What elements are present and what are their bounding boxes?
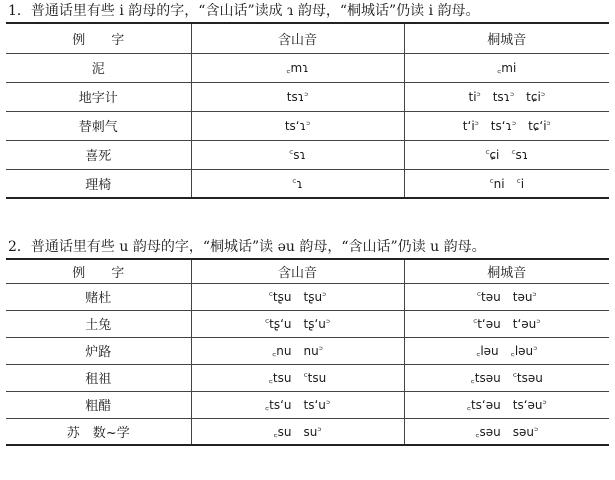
table-row bbox=[6, 140, 609, 169]
hanshan-pron-cell: ꜂ɿ bbox=[191, 169, 404, 198]
tongcheng-pron-cell: ꜀tsʻəu tsʻəu꜄ bbox=[404, 391, 609, 418]
section2-heading: 2．普通话里有些 u 韵母的字，“桐城话”读 əu 韵母，“含山话”仍读 u 韵母。 bbox=[8, 239, 486, 255]
column-header-hanshan: 含山音 bbox=[191, 259, 404, 283]
column-header-example: 例 字 bbox=[6, 23, 191, 53]
example-chars-cell: 地字计 bbox=[6, 82, 191, 111]
tongcheng-pron-cell: ꜂təu təu꜄ bbox=[404, 283, 609, 310]
table-header-row bbox=[6, 23, 609, 53]
table-row bbox=[6, 418, 609, 445]
table-row bbox=[6, 310, 609, 337]
column-header-example: 例 字 bbox=[6, 259, 191, 283]
example-chars-cell: 泥 bbox=[6, 53, 191, 82]
hanshan-pron-cell: tsʻɿ꜄ bbox=[191, 111, 404, 140]
hanshan-pron-cell: ꜀tsu ꜂tsu bbox=[191, 364, 404, 391]
section1-table bbox=[6, 22, 609, 199]
table-row bbox=[6, 337, 609, 364]
section2-table bbox=[6, 258, 609, 446]
hanshan-pron-cell: ꜂sɿ bbox=[191, 140, 404, 169]
hanshan-pron-cell: ꜀tsʻu tsʻu꜄ bbox=[191, 391, 404, 418]
example-chars-cell: 喜死 bbox=[6, 140, 191, 169]
column-header-tongcheng: 桐城音 bbox=[404, 259, 609, 283]
example-chars-cell: 理椅 bbox=[6, 169, 191, 198]
hanshan-pron-cell: ꜀mɿ bbox=[191, 53, 404, 82]
tongcheng-pron-cell: ti꜄ tsɿ꜄ tɕi꜄ bbox=[404, 82, 609, 111]
hanshan-pron-cell: tsɿ꜄ bbox=[191, 82, 404, 111]
tongcheng-pron-cell: ꜀ləu ꜀ləu꜄ bbox=[404, 337, 609, 364]
column-header-tongcheng: 桐城音 bbox=[404, 23, 609, 53]
tongcheng-pron-cell: ꜂tʻəu tʻəu꜄ bbox=[404, 310, 609, 337]
example-chars-cell: 粗醋 bbox=[6, 391, 191, 418]
example-chars-cell: 替刺气 bbox=[6, 111, 191, 140]
table-row bbox=[6, 169, 609, 198]
example-chars-cell: 租祖 bbox=[6, 364, 191, 391]
table-row bbox=[6, 53, 609, 82]
tongcheng-pron-cell: ꜂ɕi ꜂sɿ bbox=[404, 140, 609, 169]
section1-heading: 1．普通话里有些 i 韵母的字，“含山话”读成 ɿ 韵母，“桐城话”仍读 i 韵母。 bbox=[8, 3, 480, 19]
hanshan-pron-cell: ꜂tʂʻu tʂʻu꜄ bbox=[191, 310, 404, 337]
table-row bbox=[6, 364, 609, 391]
table-row bbox=[6, 111, 609, 140]
tongcheng-pron-cell: tʻi꜄ tsʻɿ꜄ tɕʻi꜄ bbox=[404, 111, 609, 140]
tongcheng-pron-cell: ꜂ni ꜂i bbox=[404, 169, 609, 198]
tongcheng-pron-cell: ꜀tsəu ꜂tsəu bbox=[404, 364, 609, 391]
table-row bbox=[6, 82, 609, 111]
tongcheng-pron-cell: ꜀səu səu꜄ bbox=[404, 418, 609, 445]
column-header-hanshan: 含山音 bbox=[191, 23, 404, 53]
hanshan-pron-cell: ꜀su su꜄ bbox=[191, 418, 404, 445]
tongcheng-pron-cell: ꜀mi bbox=[404, 53, 609, 82]
example-chars-cell: 苏 数~学 bbox=[6, 418, 191, 445]
hanshan-pron-cell: ꜀nu nu꜄ bbox=[191, 337, 404, 364]
example-chars-cell: 赌杜 bbox=[6, 283, 191, 310]
table-row bbox=[6, 283, 609, 310]
table-row bbox=[6, 391, 609, 418]
example-chars-cell: 土兔 bbox=[6, 310, 191, 337]
table-header-row bbox=[6, 259, 609, 283]
example-chars-cell: 炉路 bbox=[6, 337, 191, 364]
hanshan-pron-cell: ꜂tʂu tʂu꜄ bbox=[191, 283, 404, 310]
